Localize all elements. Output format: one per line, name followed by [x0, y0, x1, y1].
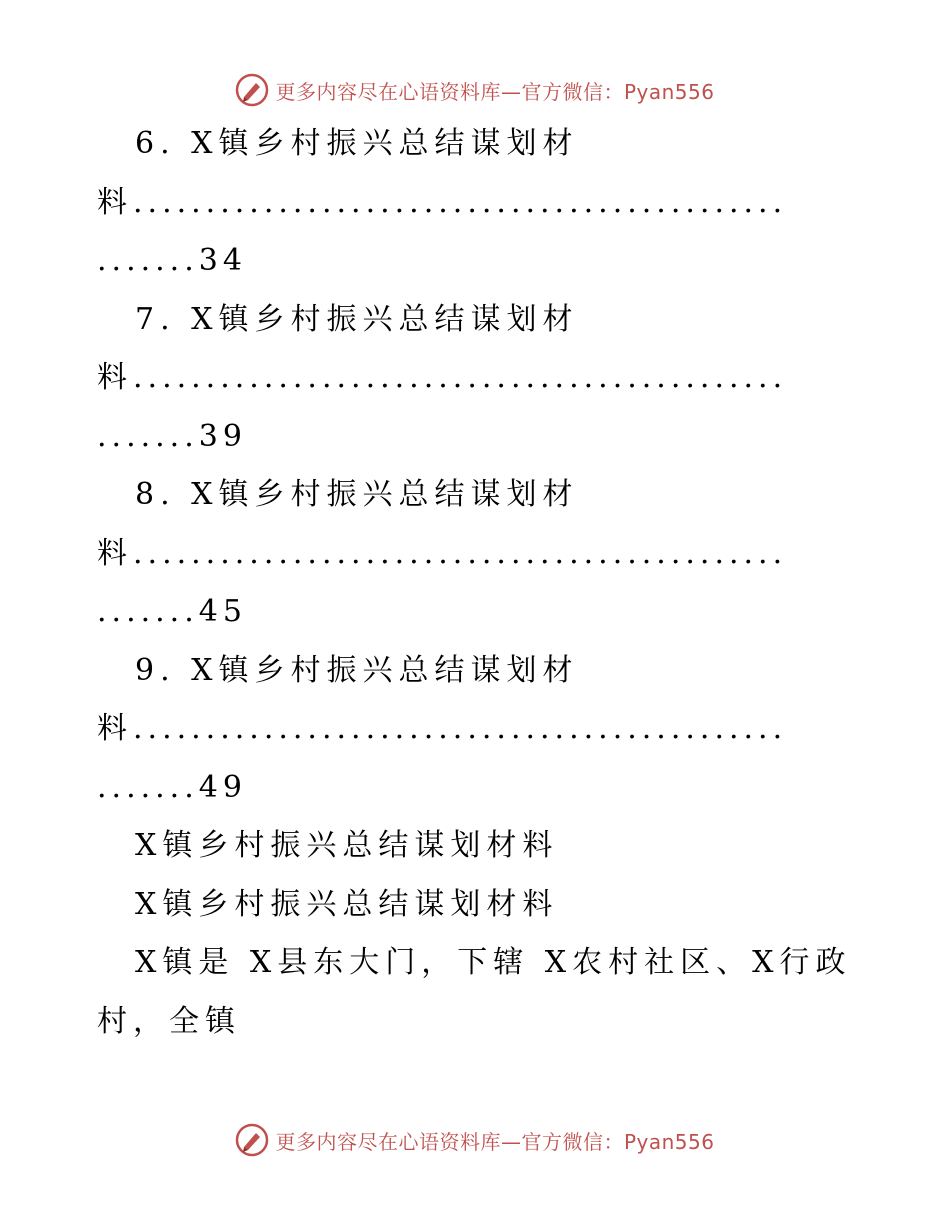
toc-entry-leader-line [97, 174, 857, 233]
document-heading: X镇乡村振兴总结谋划材料 [135, 828, 559, 863]
toc-entry-text: X镇乡村振兴总结谋划材 [191, 652, 579, 688]
toc-entry-tail: 料 [97, 711, 133, 746]
header-watermark [0, 70, 950, 110]
paragraph-line: X镇是 X县东大门，下辖 X农村社区、X行政 [135, 945, 852, 980]
toc-entry-number: 9. [135, 652, 176, 688]
pen-logo-icon [235, 73, 269, 107]
toc-entry-leader-line [97, 349, 857, 408]
toc-entry-page-line [97, 408, 857, 467]
toc-entry-page-line [97, 759, 857, 818]
toc-entry-title[interactable] [97, 466, 857, 525]
toc-entry-number: 7. [135, 301, 176, 337]
toc-entry-title[interactable] [97, 642, 857, 701]
watermark-text: 更多内容尽在心语资料库—官方微信：Pyan556 [275, 1129, 715, 1154]
toc-entry-text: X镇乡村振兴总结谋划材 [191, 126, 579, 161]
watermark-text: 更多内容尽在心语资料库—官方微信：Pyan556 [275, 79, 715, 104]
toc-entry-page: .......49 [97, 769, 247, 805]
footer-watermark [0, 1120, 950, 1160]
toc-entry-leader: ............................................. [133, 711, 788, 746]
paragraph-line: 村，全镇 [97, 1003, 241, 1039]
toc-entry-text: X镇乡村振兴总结谋划材 [191, 477, 579, 512]
toc-entry-page-line [97, 232, 857, 291]
toc-entry-leader-line [97, 700, 857, 759]
toc-entry-page-line [97, 583, 857, 642]
toc-entry-leader: ............................................. [133, 535, 788, 571]
toc-entry-number: 8. [135, 477, 176, 512]
document-subheading: X镇乡村振兴总结谋划材料 [135, 886, 559, 922]
toc-entry-text: X镇乡村振兴总结谋划材 [191, 301, 579, 337]
toc-entry-page: .......39 [97, 418, 247, 454]
toc-entry-title[interactable] [97, 115, 857, 174]
toc-entry-page: .......45 [97, 594, 247, 629]
toc-entry-tail: 料 [97, 360, 133, 395]
toc-entry-tail: 料 [97, 184, 133, 220]
toc-entry-tail: 料 [97, 535, 133, 571]
pen-logo-icon [235, 1123, 269, 1157]
document-body [97, 115, 857, 1051]
toc-entry-title[interactable] [97, 291, 857, 350]
toc-entry-number: 6. [135, 126, 176, 161]
toc-entry-page: .......34 [97, 243, 247, 278]
toc-entry-leader: ............................................. [133, 184, 788, 220]
toc-entry-leader-line [97, 525, 857, 584]
toc-entry-leader: ............................................. [133, 360, 788, 395]
